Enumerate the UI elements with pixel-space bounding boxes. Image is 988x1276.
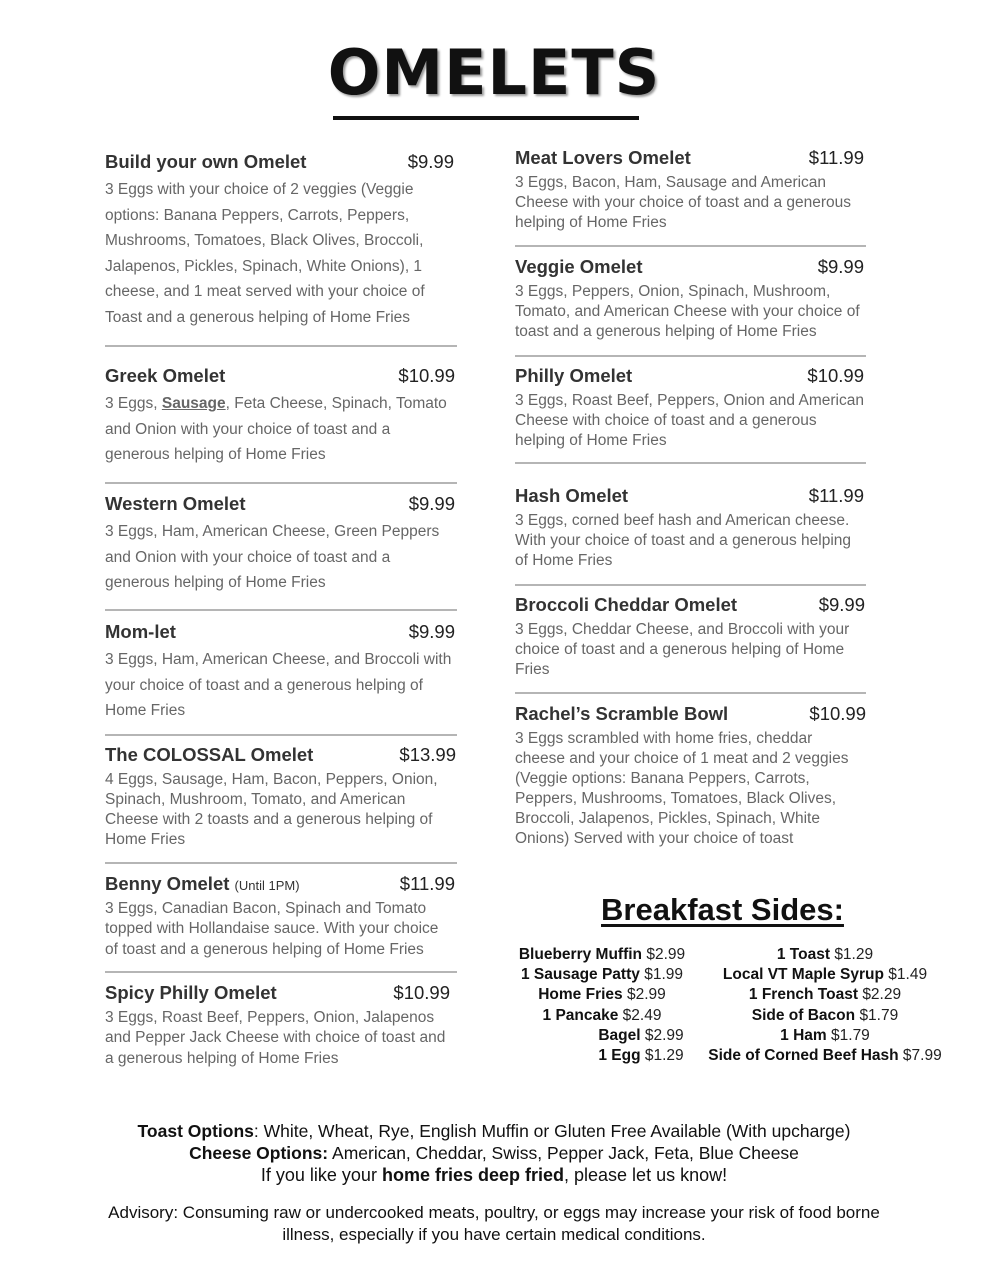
item-name: Philly Omelet	[515, 365, 633, 386]
divider	[105, 734, 457, 736]
item-price: $9.99	[818, 594, 865, 615]
item-price: $9.99	[408, 621, 455, 642]
item-name: Greek Omelet	[105, 365, 226, 386]
item-description: 3 Eggs, Peppers, Onion, Spinach, Mushroom, Tomato, and American Cheese with your choice of toast and a generous helping of Home Fries	[515, 283, 860, 340]
side-item: 1 Sausage Patty $1.99	[520, 966, 683, 984]
item-description: 3 Eggs with your choice of 2 veggies (Veggie options: Banana Peppers, Carrots, Peppers, Mushrooms, Tomatoes, Black Olives, Broccoli, Jalapenos, Pickles, Spinach, White Onions), 1 cheese, and 1 meat served with your choice of Toast and a generous helping of Home Fries	[105, 181, 425, 326]
item-price: $10.99	[393, 982, 450, 1003]
side-item: Home Fries $2.99	[538, 986, 666, 1004]
sides-right-column	[695, 945, 955, 1066]
item-name: Hash Omelet	[515, 485, 629, 506]
divider	[515, 584, 866, 586]
item-description: 4 Eggs, Sausage, Ham, Bacon, Peppers, Onion, Spinach, Mushroom, Tomato, and American Cheese with 2 toasts and a generous helping of Home Fries	[105, 771, 438, 848]
side-item: Local VT Maple Syrup $1.49	[722, 966, 928, 984]
side-item: Side of Bacon $1.79	[751, 1006, 899, 1024]
item-price: $13.99	[399, 744, 456, 765]
item-name: Spicy Philly Omelet	[105, 982, 277, 1003]
item-price: $10.99	[809, 703, 866, 724]
menu-item-build-your-own	[105, 151, 454, 330]
item-description: 3 Eggs scrambled with home fries, cheddar cheese and your choice of 1 meat and 2 veggies (Veggie options: Banana Peppers, Carrots, Peppers, Mushrooms, Tomatoes, Black Olives, Broccoli, Jalapenos, Pickles, Spinach, White Onions) Served with your choice of toast	[515, 730, 849, 847]
item-name: Rachel’s Scramble Bowl	[515, 703, 729, 724]
divider	[515, 245, 866, 247]
side-item: Side of Corned Beef Hash $7.99	[708, 1047, 942, 1065]
side-item: 1 Ham $1.79	[780, 1026, 870, 1044]
item-description: 3 Eggs, Ham, American Cheese, and Broccoli with your choice of toast and a generous helping of Home Fries	[105, 651, 452, 719]
item-description: 3 Eggs, Roast Beef, Peppers, Onion and American Cheese with choice of toast and a generous helping of Home Fries	[515, 392, 864, 449]
menu-item-philly	[515, 365, 864, 451]
menu-item-greek	[105, 365, 455, 468]
page-title: OMELETS	[327, 36, 661, 109]
divider	[515, 692, 866, 694]
item-price: $11.99	[808, 485, 864, 506]
item-description: 3 Eggs, Bacon, Ham, Sausage and American Cheese with your choice of toast and a generous helping of Home Fries	[515, 174, 852, 231]
toast-options: Toast Options: White, Wheat, Rye, English Muffin or Gluten Free Available (With upcharge)	[137, 1121, 851, 1141]
title-underline	[333, 116, 639, 120]
menu-item-benny	[105, 873, 455, 960]
item-name: Meat Lovers Omelet	[515, 147, 691, 168]
side-item: 1 French Toast $2.29	[748, 986, 902, 1004]
item-price: $11.99	[399, 873, 455, 894]
menu-item-hash	[515, 485, 864, 571]
item-name: Build your own Omelet	[105, 151, 307, 172]
item-description: 3 Eggs, Sausage, Feta Cheese, Spinach, Tomato and Onion with your choice of toast and a generous helping of Home Fries	[105, 395, 447, 463]
menu-item-rachels-scramble	[515, 703, 866, 849]
item-name: Veggie Omelet	[515, 256, 643, 277]
divider	[515, 462, 866, 464]
item-name: Mom-let	[105, 621, 176, 642]
divider	[105, 609, 457, 611]
side-item: 1 Toast $1.29	[776, 946, 874, 963]
item-description: 3 Eggs, Ham, American Cheese, Green Peppers and Onion with your choice of toast and a generous helping of Home Fries	[105, 523, 440, 591]
side-item: Bagel $2.99	[598, 1026, 684, 1044]
divider	[515, 355, 866, 357]
sides-left-column	[488, 945, 716, 1066]
menu-item-western	[105, 493, 455, 596]
item-name: The COLOSSAL Omelet	[105, 744, 314, 765]
menu-item-colossal	[105, 744, 456, 850]
item-description: 3 Eggs, corned beef hash and American cheese. With your choice of toast and a generous helping of Home Fries	[515, 512, 852, 569]
item-price: $9.99	[817, 256, 864, 277]
side-item: Blueberry Muffin $2.99	[518, 946, 686, 963]
menu-item-broccoli-cheddar	[515, 594, 865, 680]
menu-item-meat-lovers	[515, 147, 864, 233]
divider	[105, 345, 457, 347]
item-name: Benny Omelet (Until 1PM)	[105, 873, 300, 894]
item-price: $9.99	[407, 151, 454, 172]
divider	[105, 862, 457, 864]
menu-item-mom-let	[105, 621, 455, 724]
menu-item-veggie	[515, 256, 864, 342]
side-item: 1 Egg $1.29	[598, 1047, 684, 1065]
divider	[105, 971, 457, 973]
underlined-sausage: Sausage	[161, 395, 226, 412]
home-fries-note: If you like your home fries deep fried, please let us know!	[260, 1165, 728, 1185]
item-name: Broccoli Cheddar Omelet	[515, 594, 738, 615]
menu-item-spicy-philly	[105, 982, 450, 1069]
options-footer	[0, 1120, 988, 1186]
side-item: 1 Pancake $2.49	[542, 1006, 662, 1024]
item-price: $11.99	[808, 147, 864, 168]
item-description: 3 Eggs, Canadian Bacon, Spinach and Tomato topped with Hollandaise sauce. With your choice of toast and a generous helping of Home Fries	[105, 900, 439, 958]
item-note: (Until 1PM)	[234, 878, 300, 893]
item-price: $10.99	[807, 365, 864, 386]
breakfast-sides-heading: Breakfast Sides:	[601, 892, 844, 927]
divider	[105, 482, 457, 484]
item-description: 3 Eggs, Cheddar Cheese, and Broccoli with your choice of toast and a generous helping of Home Fries	[515, 621, 850, 678]
item-name: Western Omelet	[105, 493, 246, 514]
item-price: $9.99	[408, 493, 455, 514]
advisory-text: Advisory: Consuming raw or undercooked meats, poultry, or eggs may increase your risk of food borne illness, especially if you have certain medical conditions.	[108, 1203, 880, 1244]
cheese-options: Cheese Options: American, Cheddar, Swiss, Pepper Jack, Feta, Blue Cheese	[189, 1143, 799, 1163]
item-description: 3 Eggs, Roast Beef, Peppers, Onion, Jalapenos and Pepper Jack Cheese with choice of toast and a generous helping of Home Fries	[105, 1009, 446, 1067]
item-price: $10.99	[398, 365, 455, 386]
food-advisory	[0, 1202, 988, 1246]
